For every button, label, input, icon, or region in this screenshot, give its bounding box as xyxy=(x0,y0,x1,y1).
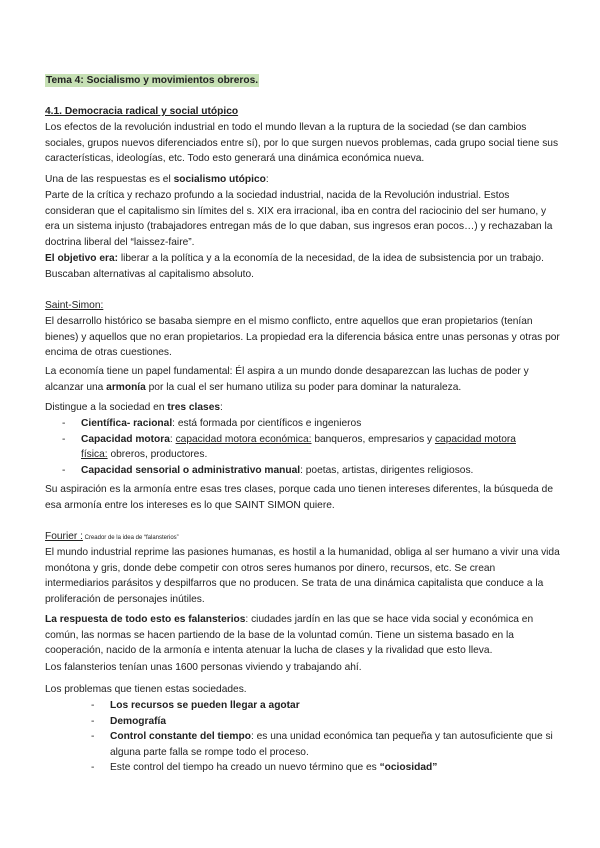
section-heading-fourier: Fourier : Creador de la idea de “falansterios” xyxy=(45,531,179,542)
paragraph-aspiracion: Su aspiración es la armonía entre esas tres clases, porque cada uno tienen intereses diferentes, la búsqueda de esa armonía entre los intereses es lo que SAINT SIMON quiere. xyxy=(45,484,553,511)
list-clases xyxy=(62,416,542,478)
list-item: - Este control del tiempo ha creado un nuevo término que es “ociosidad” xyxy=(91,760,553,776)
list-problemas xyxy=(91,698,553,776)
paragraph-falansterios: La respuesta de todo esto es falansterios: ciudades jardín en las que se hace vida social y económica en común, las normas se hacen partiendo de la base de la voluntad común. Tiene un sistema basado en la cooperación, nacido de la armonía e intenta atenuar la lucha de clases y la rivalidad que esto lleva. xyxy=(45,614,534,657)
paragraph-desarrollo-historico: El desarrollo histórico se basaba siempre en el mismo conflicto, entre aquellos que eran propietarios (tenían bienes) y aquellos que no eran propietarios. La propiedad era la diferencia básica entre unas personas y otras por encima de otras cuestiones. xyxy=(45,316,560,359)
section-heading-4-1: 4.1. Democracia radical y social utópico xyxy=(45,106,239,117)
paragraph-problemas: Los problemas que tienen estas sociedades. xyxy=(45,684,247,695)
page-title: Tema 4: Socialismo y movimientos obreros. xyxy=(46,75,259,86)
paragraph-revolucion-industrial: Los efectos de la revolución industrial en todo el mundo llevan a la ruptura de la sociedad (se dan cambios sociales, grupos nuevos diferenciados entre sí), por lo que surgen nuevos problemas, cada grupo social tiene sus características, ideologías, etc. Todo esto generará una dinámica económica nueva. xyxy=(45,122,559,165)
list-item: - Capacidad sensorial o administrativo manual: poetas, artistas, dirigentes religiosos. xyxy=(62,463,542,479)
paragraph-critica: Parte de la crítica y rechazo profundo a la sociedad industrial, nacida de la Revolución industrial. Estos consideran que el capitalismo sin límites del s. XIX era irracional, iba en contra del raciocinio del ser humano, y era un sistema injusto (trabajadores entregan más de lo que daban, sus ingresos eran pocos…) y rechazaban la doctrina liberal del “laissez-faire”. xyxy=(45,190,553,248)
paragraph-tres-clases: Distingue a la sociedad en tres clases: xyxy=(45,402,223,413)
list-item: - Científica- racional: está formada por científicos e ingenieros xyxy=(62,416,542,432)
paragraph-socialismo-utopico: Una de las respuestas es el socialismo utópico: xyxy=(45,174,269,185)
list-item: - Los recursos se pueden llegar a agotar xyxy=(91,698,553,714)
list-item: - Demografía xyxy=(91,714,553,730)
paragraph-economia: La economía tiene un papel fundamental: Él aspira a un mundo donde desaparezcan las luchas de poder y alcanzar una armonía por la cual el ser humano utiliza su poder para dominar la naturaleza. xyxy=(45,366,529,393)
paragraph-personas: Los falansterios tenían unas 1600 personas viviendo y trabajando ahí. xyxy=(45,662,362,673)
list-item: - Control constante del tiempo: es una unidad económica tan pequeña y tan autosuficiente que si alguna parte falla se rompe todo el proceso. xyxy=(91,729,553,760)
paragraph-objetivo: El objetivo era: liberar a la política y a la economía de la necesidad, de la idea de subsistencia por un trabajo. Buscaban alternativas al capitalismo absoluto. xyxy=(45,253,544,280)
paragraph-mundo-industrial: El mundo industrial reprime las pasiones humanas, es hostil a la humanidad, obliga al ser humano a vivir una vida monótona y gris, donde debe competir con otros seres humanos por dinero, recursos, etc. Se crean intermediarios parásitos y despilfarros que no producen. Se trata de una dinámica capitalista que conduce a la proliferación de personajes inútiles. xyxy=(45,547,560,605)
section-heading-saint-simon: Saint-Simon: xyxy=(45,300,104,311)
list-item: - Capacidad motora: capacidad motora económica: banqueros, empresarios y capacidad motora física: obreros, productores. xyxy=(62,432,542,463)
